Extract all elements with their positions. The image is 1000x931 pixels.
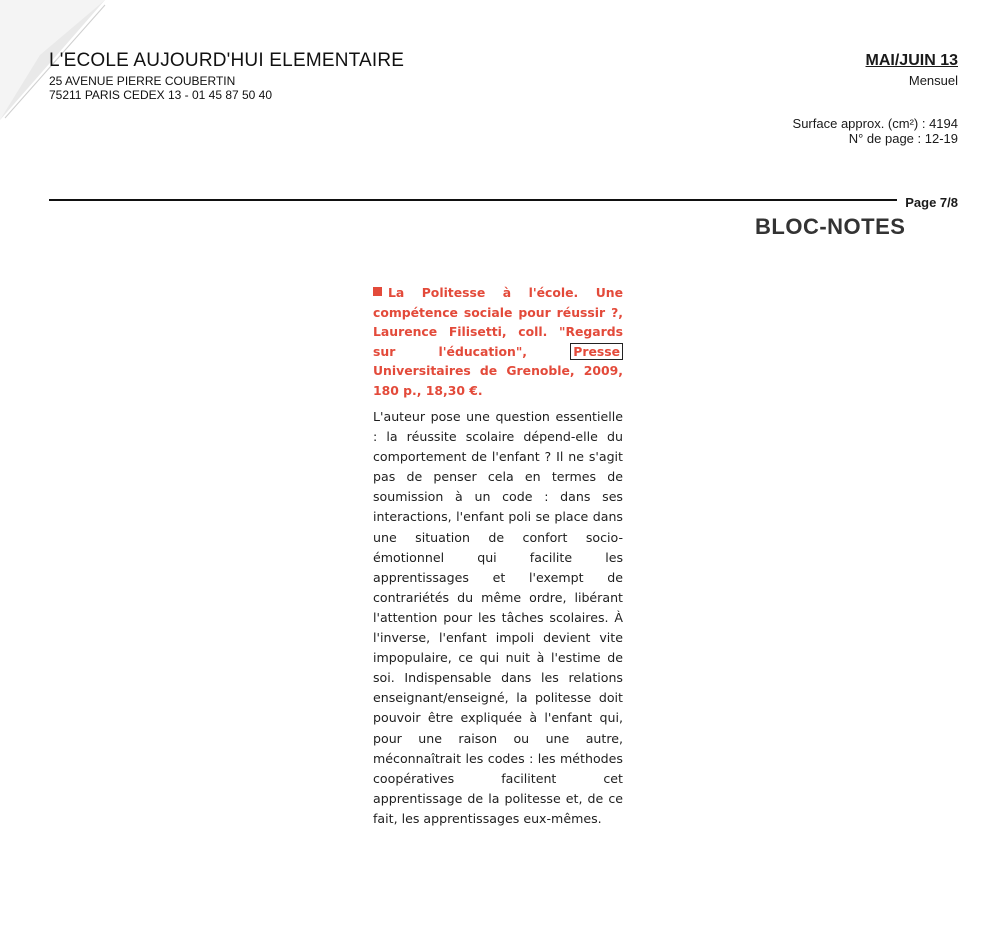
address-line-1: 25 AVENUE PIERRE COUBERTIN (49, 74, 236, 88)
surface-area: Surface approx. (cm²) : 4194 (792, 116, 958, 131)
article (373, 283, 623, 829)
bullet-square-icon (373, 287, 382, 296)
issue-frequency: Mensuel (908, 73, 958, 88)
section-title: BLOC-NOTES (755, 214, 906, 239)
issue-date: MAI/JUIN 13 (865, 52, 958, 69)
header-rule (49, 199, 897, 201)
highlighted-word: Presse (570, 343, 623, 360)
reference-text: La Politesse à l'école. Une compétence sociale pour réussir ?, Laurence Filisetti, coll. "Regards sur l'éducation", (373, 285, 623, 359)
issue-info (866, 52, 958, 88)
page-range: N° de page : 12-19 (848, 131, 958, 146)
page-metadata (793, 116, 958, 146)
publication-address (49, 74, 272, 102)
article-body: L'auteur pose une question essentielle : la réussite scolaire dépend-elle du comportement de l'enfant ? Il ne s'agit pas de penser cela en termes de soumission à un code : dans ses interactions, l'enfant poli se place dans une situation de confort socio-émotionnel qui facilite les apprentissages et l'exempt de contrariétés du même ordre, libérant l'attention pour les tâches scolaires. À l'inverse, l'enfant impoli devient vite impopulaire, ce qui nuit à l'estime de soi. Indispensable dans les relations enseignant/enseigné, la politesse doit pouvoir être expliquée à l'enfant qui, pour une raison ou une autre, méconnaîtrait les codes : les méthodes coopératives facilitent cet apprentissage de la politesse et, de ce fait, les apprentissages eux-mêmes. (373, 409, 623, 826)
book-reference (373, 283, 623, 400)
publication-title: L'ECOLE AUJOURD'HUI ELEMENTAIRE (49, 50, 405, 71)
page-number: Page 7/8 (905, 195, 958, 210)
reference-text-continued: Universitaires de Grenoble, 2009, 180 p., 18,30 €. (373, 363, 623, 398)
address-line-2: 75211 PARIS CEDEX 13 - 01 45 87 50 40 (49, 88, 273, 102)
